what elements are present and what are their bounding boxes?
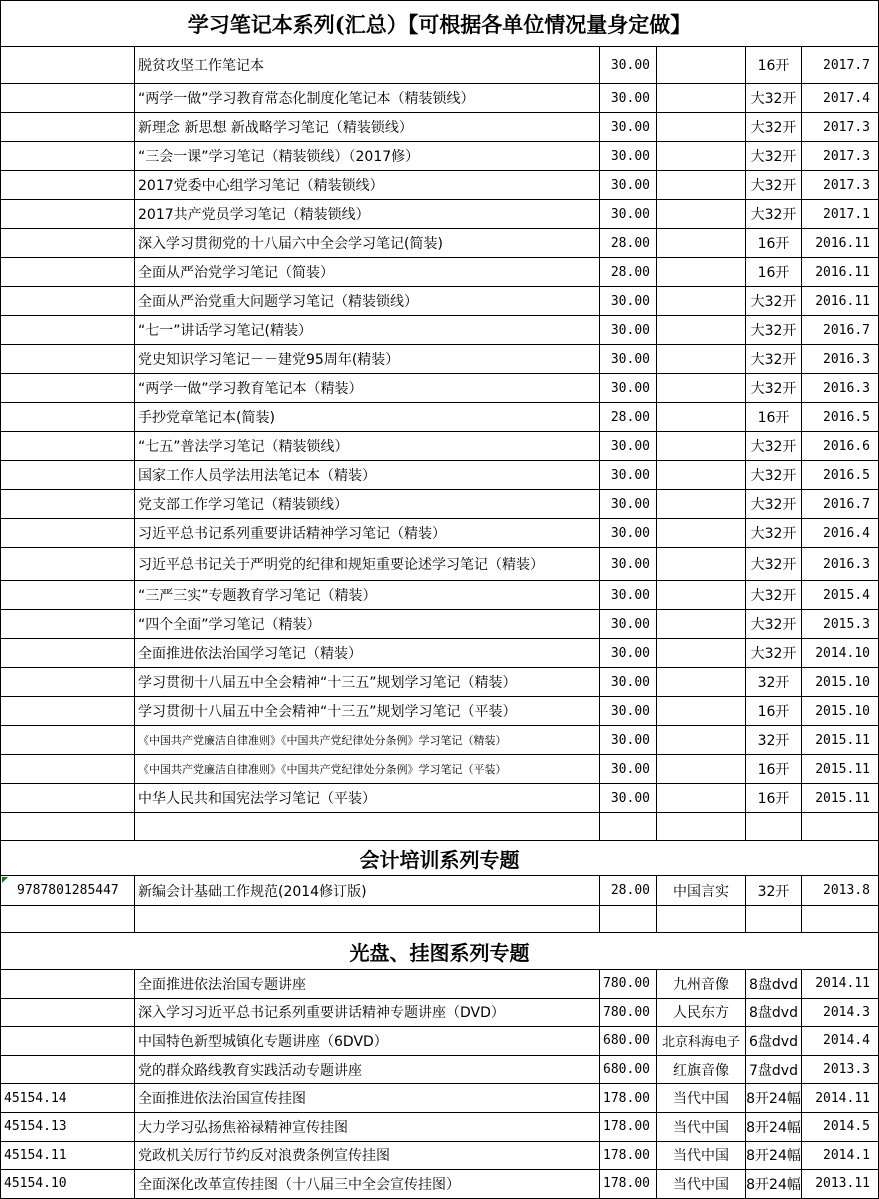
publisher-cell[interactable]: 人民东方 [657, 999, 746, 1028]
format-cell[interactable]: 8开24幅 [746, 1142, 802, 1171]
date-cell[interactable]: 2014.3 [802, 999, 879, 1028]
table-row [0, 374, 879, 403]
price-cell[interactable]: 780.00 [600, 970, 657, 999]
publisher-cell[interactable] [657, 316, 746, 345]
publisher-cell[interactable]: 当代中国 [657, 1142, 746, 1171]
format-cell[interactable]: 大32开 [746, 548, 802, 581]
sheet-title[interactable]: 学习笔记本系列(汇总）【可根据各单位情况量身定做】 [0, 0, 879, 47]
table-row [0, 876, 879, 906]
publisher-cell[interactable]: 当代中国 [657, 1084, 746, 1113]
price-cell[interactable]: 30.00 [600, 548, 657, 581]
section-header[interactable]: 光盘、挂图系列专题 [0, 933, 879, 970]
code-cell[interactable] [0, 726, 135, 755]
code-cell[interactable] [0, 548, 135, 581]
date-cell[interactable]: 2016.5 [802, 461, 879, 490]
code-cell[interactable]: 45154.13 [0, 1113, 135, 1142]
date-cell[interactable] [802, 906, 879, 933]
format-cell[interactable]: 32开 [746, 668, 802, 697]
publisher-cell[interactable]: 北京科海电子 [657, 1027, 746, 1056]
code-cell[interactable] [0, 581, 135, 610]
name-cell[interactable]: 中国特色新型城镇化专题讲座（6DVD） [135, 1027, 600, 1056]
publisher-cell[interactable] [657, 668, 746, 697]
date-cell[interactable]: 2013.11 [802, 1170, 879, 1199]
code-cell[interactable] [0, 47, 135, 84]
name-cell[interactable]: 大力学习弘扬焦裕禄精神宣传挂图 [135, 1113, 600, 1142]
name-cell[interactable]: 《中国共产党廉洁自律准则》《中国共产党纪律处分条例》学习笔记（平装） [135, 755, 600, 784]
code-cell[interactable] [0, 784, 135, 813]
publisher-cell[interactable] [657, 47, 746, 84]
date-cell[interactable]: 2016.11 [802, 229, 879, 258]
format-cell[interactable]: 大32开 [746, 84, 802, 113]
code-cell[interactable] [0, 610, 135, 639]
code-cell[interactable] [0, 755, 135, 784]
format-cell[interactable] [746, 813, 802, 841]
table-row [0, 1027, 879, 1056]
price-cell[interactable]: 30.00 [600, 287, 657, 316]
format-cell[interactable]: 大32开 [746, 581, 802, 610]
price-cell[interactable]: 30.00 [600, 668, 657, 697]
code-cell[interactable] [0, 1056, 135, 1085]
code-cell[interactable] [0, 229, 135, 258]
publisher-cell[interactable] [657, 726, 746, 755]
table-row [0, 1113, 879, 1142]
price-cell[interactable]: 30.00 [600, 432, 657, 461]
table-row [0, 755, 879, 784]
name-cell[interactable]: 全面从严治党重大问题学习笔记（精装锁线） [135, 287, 600, 316]
table-row [0, 726, 879, 755]
name-cell[interactable]: 2017党委中心组学习笔记（精装锁线） [135, 171, 600, 200]
table-row [0, 1142, 879, 1171]
price-cell[interactable] [600, 813, 657, 841]
publisher-cell[interactable] [657, 287, 746, 316]
name-cell[interactable]: 全面推进依法治国学习笔记（精装） [135, 639, 600, 668]
name-cell[interactable]: 学习贯彻十八届五中全会精神“十三五”规划学习笔记（精装） [135, 668, 600, 697]
code-cell[interactable] [0, 403, 135, 432]
price-cell[interactable]: 30.00 [600, 490, 657, 519]
date-cell[interactable] [802, 813, 879, 841]
section-header[interactable]: 会计培训系列专题 [0, 841, 879, 876]
date-cell[interactable]: 2014.11 [802, 1084, 879, 1113]
name-cell[interactable]: 2017共产党员学习笔记（精装锁线） [135, 200, 600, 229]
format-cell[interactable]: 16开 [746, 784, 802, 813]
code-cell[interactable] [0, 1027, 135, 1056]
name-cell[interactable]: 党政机关厉行节约反对浪费条例宣传挂图 [135, 1142, 600, 1171]
table-row [0, 1056, 879, 1085]
date-cell[interactable]: 2015.4 [802, 581, 879, 610]
name-cell[interactable]: “四个全面”学习笔记（精装） [135, 610, 600, 639]
price-cell[interactable]: 30.00 [600, 374, 657, 403]
table-row [0, 403, 879, 432]
price-cell[interactable]: 30.00 [600, 610, 657, 639]
publisher-cell[interactable] [657, 755, 746, 784]
price-cell[interactable]: 30.00 [600, 345, 657, 374]
date-cell[interactable]: 2016.3 [802, 345, 879, 374]
price-cell[interactable]: 30.00 [600, 142, 657, 171]
publisher-cell[interactable]: 中国言实 [657, 876, 746, 906]
price-cell[interactable]: 30.00 [600, 784, 657, 813]
date-cell[interactable]: 2013.8 [802, 876, 879, 906]
publisher-cell[interactable] [657, 490, 746, 519]
format-cell[interactable]: 大32开 [746, 142, 802, 171]
price-cell[interactable]: 28.00 [600, 258, 657, 287]
date-cell[interactable]: 2014.5 [802, 1113, 879, 1142]
date-cell[interactable]: 2015.10 [802, 668, 879, 697]
table-row [0, 581, 879, 610]
name-cell[interactable]: 脱贫攻坚工作笔记本 [135, 47, 600, 84]
date-cell[interactable]: 2016.7 [802, 490, 879, 519]
name-cell[interactable]: “七一”讲话学习笔记(精装） [135, 316, 600, 345]
publisher-cell[interactable] [657, 610, 746, 639]
price-cell[interactable]: 30.00 [600, 726, 657, 755]
name-cell[interactable]: “三会一课”学习笔记（精装锁线）（2017修） [135, 142, 600, 171]
price-cell[interactable] [600, 906, 657, 933]
table-row [0, 113, 879, 142]
date-cell[interactable]: 2016.11 [802, 287, 879, 316]
price-cell[interactable]: 30.00 [600, 519, 657, 548]
code-cell[interactable] [0, 432, 135, 461]
price-cell[interactable]: 30.00 [600, 639, 657, 668]
name-cell[interactable]: “三严三实”专题教育学习笔记（精装） [135, 581, 600, 610]
date-cell[interactable]: 2016.6 [802, 432, 879, 461]
code-cell[interactable] [0, 697, 135, 726]
date-cell[interactable]: 2017.3 [802, 142, 879, 171]
format-cell[interactable]: 大32开 [746, 374, 802, 403]
price-cell[interactable]: 30.00 [600, 200, 657, 229]
name-cell[interactable]: 学习贯彻十八届五中全会精神“十三五”规划学习笔记（平装） [135, 697, 600, 726]
name-cell[interactable]: “七五”普法学习笔记（精装锁线） [135, 432, 600, 461]
price-cell[interactable]: 178.00 [600, 1142, 657, 1171]
name-cell[interactable]: 中华人民共和国宪法学习笔记（平装） [135, 784, 600, 813]
format-cell[interactable]: 大32开 [746, 610, 802, 639]
code-cell[interactable]: 9787801285447 [0, 876, 135, 906]
code-cell[interactable] [0, 999, 135, 1028]
date-cell[interactable]: 2016.7 [802, 316, 879, 345]
table-row [0, 316, 879, 345]
price-cell[interactable]: 30.00 [600, 171, 657, 200]
date-cell[interactable]: 2015.11 [802, 784, 879, 813]
code-cell[interactable] [0, 345, 135, 374]
table-row [0, 432, 879, 461]
name-cell[interactable]: 党的群众路线教育实践活动专题讲座 [135, 1056, 600, 1085]
table-row [0, 813, 879, 841]
date-cell[interactable]: 2016.3 [802, 374, 879, 403]
format-cell[interactable]: 32开 [746, 726, 802, 755]
price-cell[interactable]: 680.00 [600, 1056, 657, 1085]
publisher-cell[interactable]: 当代中国 [657, 1113, 746, 1142]
code-cell[interactable] [0, 316, 135, 345]
name-cell[interactable]: 党支部工作学习笔记（精装锁线） [135, 490, 600, 519]
date-cell[interactable]: 2017.3 [802, 113, 879, 142]
price-cell[interactable]: 30.00 [600, 581, 657, 610]
table-row [0, 229, 879, 258]
date-cell[interactable]: 2016.3 [802, 548, 879, 581]
publisher-cell[interactable] [657, 432, 746, 461]
price-cell[interactable]: 780.00 [600, 999, 657, 1028]
publisher-cell[interactable] [657, 229, 746, 258]
name-cell[interactable]: 手抄党章笔记本(简装) [135, 403, 600, 432]
table-row [0, 784, 879, 813]
publisher-cell[interactable] [657, 784, 746, 813]
date-cell[interactable]: 2017.3 [802, 171, 879, 200]
code-cell[interactable] [0, 668, 135, 697]
code-cell[interactable] [0, 490, 135, 519]
name-cell[interactable]: 全面深化改革宣传挂图（十八届三中全会宣传挂图） [135, 1170, 600, 1199]
code-cell[interactable] [0, 461, 135, 490]
publisher-cell[interactable] [657, 906, 746, 933]
format-cell[interactable]: 16开 [746, 229, 802, 258]
name-cell[interactable]: 国家工作人员学法用法笔记本（精装） [135, 461, 600, 490]
name-cell[interactable]: 习近平总书记关于严明党的纪律和规矩重要论述学习笔记（精装） [135, 548, 600, 581]
price-cell[interactable]: 30.00 [600, 316, 657, 345]
format-cell[interactable]: 大32开 [746, 519, 802, 548]
price-cell[interactable]: 28.00 [600, 229, 657, 258]
table-row [0, 258, 879, 287]
price-cell[interactable]: 30.00 [600, 84, 657, 113]
format-cell[interactable]: 8盘dvd [746, 970, 802, 999]
code-cell[interactable]: 45154.11 [0, 1142, 135, 1171]
publisher-cell[interactable] [657, 697, 746, 726]
date-cell[interactable]: 2015.10 [802, 697, 879, 726]
name-cell[interactable]: 习近平总书记系列重要讲话精神学习笔记（精装） [135, 519, 600, 548]
publisher-cell[interactable] [657, 813, 746, 841]
date-cell[interactable]: 2014.10 [802, 639, 879, 668]
format-cell[interactable]: 大32开 [746, 113, 802, 142]
table-row [0, 906, 879, 933]
publisher-cell[interactable] [657, 200, 746, 229]
name-cell[interactable]: 党史知识学习笔记－－建党95周年(精装） [135, 345, 600, 374]
name-cell[interactable]: 全面从严治党学习笔记（简装） [135, 258, 600, 287]
publisher-cell[interactable] [657, 258, 746, 287]
table-row [0, 84, 879, 113]
publisher-cell[interactable] [657, 113, 746, 142]
table-row [0, 345, 879, 374]
code-cell[interactable] [0, 142, 135, 171]
code-cell[interactable] [0, 84, 135, 113]
date-cell[interactable]: 2014.1 [802, 1142, 879, 1171]
format-cell[interactable]: 8开24幅 [746, 1113, 802, 1142]
price-cell[interactable]: 30.00 [600, 755, 657, 784]
date-cell[interactable]: 2015.11 [802, 755, 879, 784]
format-cell[interactable]: 7盘dvd [746, 1056, 802, 1085]
name-cell[interactable]: 新理念 新思想 新战略学习笔记（精装锁线） [135, 113, 600, 142]
publisher-cell[interactable] [657, 84, 746, 113]
publisher-cell[interactable] [657, 639, 746, 668]
name-cell[interactable]: 全面推进依法治国专题讲座 [135, 970, 600, 999]
publisher-cell[interactable] [657, 403, 746, 432]
date-cell[interactable]: 2014.4 [802, 1027, 879, 1056]
name-cell[interactable] [135, 906, 600, 933]
format-cell[interactable]: 8开24幅 [746, 1170, 802, 1199]
format-cell[interactable]: 大32开 [746, 490, 802, 519]
format-cell[interactable]: 16开 [746, 403, 802, 432]
format-cell[interactable]: 8开24幅 [746, 1084, 802, 1113]
code-cell[interactable] [0, 639, 135, 668]
price-cell[interactable]: 30.00 [600, 461, 657, 490]
format-cell[interactable]: 32开 [746, 876, 802, 906]
date-cell[interactable]: 2017.4 [802, 84, 879, 113]
table-row [0, 999, 879, 1028]
table-row [0, 171, 879, 200]
price-cell[interactable]: 178.00 [600, 1170, 657, 1199]
table-row [0, 639, 879, 668]
table-row [0, 461, 879, 490]
format-cell[interactable]: 8盘dvd [746, 999, 802, 1028]
code-cell[interactable] [0, 970, 135, 999]
publisher-cell[interactable]: 当代中国 [657, 1170, 746, 1199]
name-cell[interactable]: 新编会计基础工作规范(2014修订版) [135, 876, 600, 906]
date-cell[interactable]: 2016.5 [802, 403, 879, 432]
code-cell[interactable] [0, 113, 135, 142]
table-row [0, 200, 879, 229]
table-row [0, 668, 879, 697]
format-cell[interactable]: 6盘dvd [746, 1027, 802, 1056]
name-cell[interactable]: 深入学习习近平总书记系列重要讲话精神专题讲座（DVD） [135, 999, 600, 1028]
price-cell[interactable]: 28.00 [600, 403, 657, 432]
price-cell[interactable]: 30.00 [600, 697, 657, 726]
table-row [0, 142, 879, 171]
code-cell[interactable] [0, 374, 135, 403]
name-cell[interactable]: 《中国共产党廉洁自律准则》《中国共产党纪律处分条例》学习笔记（精装） [135, 726, 600, 755]
publisher-cell[interactable] [657, 461, 746, 490]
format-cell[interactable]: 大32开 [746, 639, 802, 668]
price-cell[interactable]: 30.00 [600, 113, 657, 142]
code-cell[interactable] [0, 519, 135, 548]
format-cell[interactable]: 大32开 [746, 316, 802, 345]
format-cell[interactable]: 大32开 [746, 432, 802, 461]
table-row [0, 490, 879, 519]
format-cell[interactable]: 16开 [746, 697, 802, 726]
table-row [0, 610, 879, 639]
table-row [0, 548, 879, 581]
publisher-cell[interactable] [657, 519, 746, 548]
table-row [0, 1084, 879, 1113]
table-row [0, 287, 879, 316]
date-cell[interactable]: 2013.3 [802, 1056, 879, 1085]
code-cell[interactable]: 45154.10 [0, 1170, 135, 1199]
price-cell[interactable]: 680.00 [600, 1027, 657, 1056]
format-cell[interactable]: 16开 [746, 258, 802, 287]
name-cell[interactable]: 全面推进依法治国宣传挂图 [135, 1084, 600, 1113]
date-cell[interactable]: 2015.3 [802, 610, 879, 639]
name-cell[interactable]: 深入学习贯彻党的十八届六中全会学习笔记(简装) [135, 229, 600, 258]
publisher-cell[interactable] [657, 345, 746, 374]
code-cell[interactable] [0, 813, 135, 841]
publisher-cell[interactable]: 红旗音像 [657, 1056, 746, 1085]
date-cell[interactable]: 2016.4 [802, 519, 879, 548]
publisher-cell[interactable] [657, 171, 746, 200]
table-row [0, 697, 879, 726]
date-cell[interactable]: 2015.11 [802, 726, 879, 755]
code-cell[interactable] [0, 200, 135, 229]
table-row [0, 47, 879, 84]
publisher-cell[interactable] [657, 548, 746, 581]
publisher-cell[interactable]: 九州音像 [657, 970, 746, 999]
date-cell[interactable]: 2017.1 [802, 200, 879, 229]
publisher-cell[interactable] [657, 581, 746, 610]
name-cell[interactable] [135, 813, 600, 841]
date-cell[interactable]: 2014.11 [802, 970, 879, 999]
date-cell[interactable]: 2016.11 [802, 258, 879, 287]
cell-marker-icon [2, 877, 8, 883]
price-cell[interactable]: 178.00 [600, 1113, 657, 1142]
date-cell[interactable]: 2017.7 [802, 47, 879, 84]
format-cell[interactable] [746, 906, 802, 933]
price-cell[interactable]: 28.00 [600, 876, 657, 906]
code-cell[interactable] [0, 258, 135, 287]
format-cell[interactable]: 大32开 [746, 287, 802, 316]
code-cell[interactable] [0, 906, 135, 933]
publisher-cell[interactable] [657, 142, 746, 171]
price-cell[interactable]: 30.00 [600, 47, 657, 84]
format-cell[interactable]: 大32开 [746, 345, 802, 374]
format-cell[interactable]: 大32开 [746, 171, 802, 200]
code-cell[interactable] [0, 287, 135, 316]
code-cell[interactable]: 45154.14 [0, 1084, 135, 1113]
name-cell[interactable]: “两学一做”学习教育常态化制度化笔记本（精装锁线） [135, 84, 600, 113]
table-row [0, 1170, 879, 1199]
format-cell[interactable]: 大32开 [746, 200, 802, 229]
publisher-cell[interactable] [657, 374, 746, 403]
table-row [0, 519, 879, 548]
price-cell[interactable]: 178.00 [600, 1084, 657, 1113]
format-cell[interactable]: 16开 [746, 47, 802, 84]
name-cell[interactable]: “两学一做”学习教育笔记本（精装） [135, 374, 600, 403]
format-cell[interactable]: 16开 [746, 755, 802, 784]
code-cell[interactable] [0, 171, 135, 200]
format-cell[interactable]: 大32开 [746, 461, 802, 490]
table-row [0, 970, 879, 999]
